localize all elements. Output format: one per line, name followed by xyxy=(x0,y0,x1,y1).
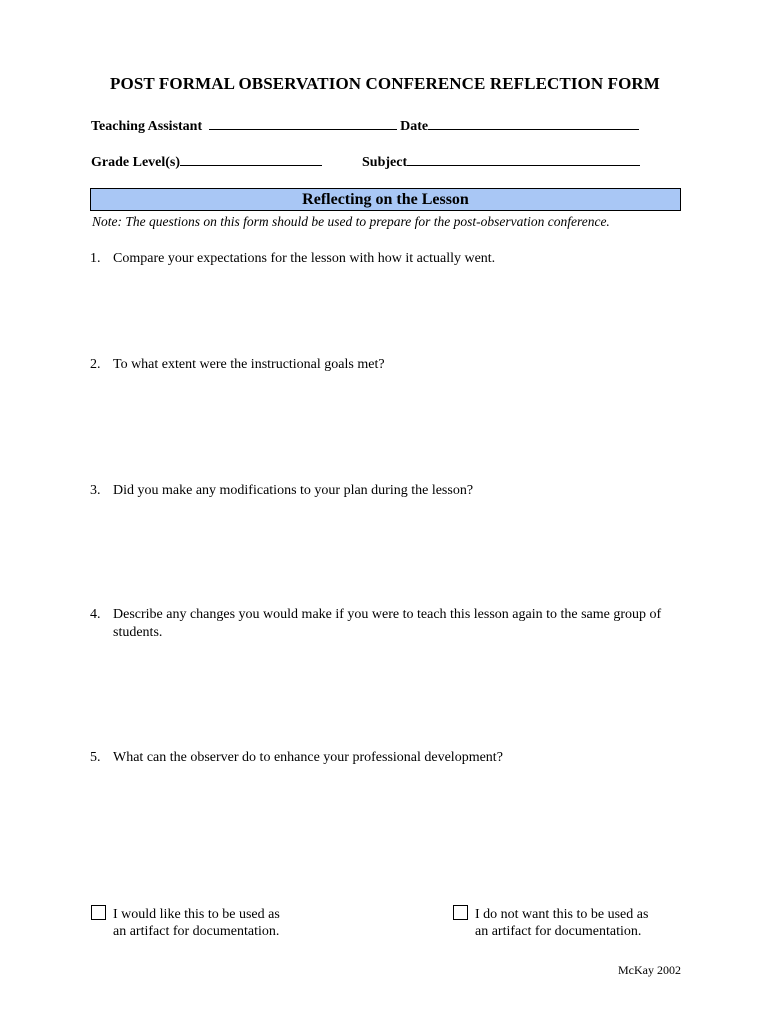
do-not-use-as-artifact-checkbox[interactable] xyxy=(453,905,468,920)
question-1 xyxy=(90,250,670,268)
use-as-artifact-checkbox[interactable] xyxy=(91,905,106,920)
question-number: 5. xyxy=(90,750,101,765)
question-number: 3. xyxy=(90,483,101,498)
question-number: 4. xyxy=(90,607,101,622)
question-2 xyxy=(90,356,670,374)
question-text: What can the observer do to enhance your professional development? xyxy=(113,750,503,765)
question-text: Compare your expectations for the lesson with how it actually went. xyxy=(113,251,496,266)
question-text: To what extent were the instructional goals met? xyxy=(113,357,385,372)
option-line: an artifact for documentation. xyxy=(475,924,642,939)
date-blank[interactable] xyxy=(428,117,639,130)
option-line: I would like this to be used as xyxy=(113,907,280,922)
section-heading: Reflecting on the Lesson xyxy=(90,188,681,211)
do-not-use-as-artifact-label xyxy=(475,906,648,940)
footer-credit: McKay 2002 xyxy=(618,963,681,977)
question-5 xyxy=(90,749,670,767)
form-title: POST FORMAL OBSERVATION CONFERENCE REFLECTION FORM xyxy=(110,74,660,93)
question-4 xyxy=(90,606,670,642)
grade-level-label: Grade Level(s) xyxy=(91,155,181,170)
question-3 xyxy=(90,482,670,500)
grade-level-blank[interactable] xyxy=(180,153,322,166)
teaching-assistant-blank[interactable] xyxy=(209,117,397,130)
question-text: Did you make any modifications to your plan during the lesson? xyxy=(113,483,474,498)
question-number: 1. xyxy=(90,251,101,266)
subject-row xyxy=(362,153,640,171)
grade-level-row xyxy=(91,153,322,171)
teaching-assistant-label: Teaching Assistant xyxy=(91,119,203,134)
question-text: Describe any changes you would make if you were to teach this lesson again to the same group of students. xyxy=(113,607,662,640)
date-label: Date xyxy=(400,119,429,134)
option-line: I do not want this to be used as xyxy=(475,907,649,922)
question-number: 2. xyxy=(90,357,101,372)
use-as-artifact-label xyxy=(113,906,280,940)
teaching-assistant-row xyxy=(91,117,639,135)
subject-blank[interactable] xyxy=(407,153,640,166)
option-line: an artifact for documentation. xyxy=(113,924,280,939)
instructions-note: Note: The questions on this form should be used to prepare for the post-observation conference. xyxy=(92,214,610,229)
subject-label: Subject xyxy=(362,155,408,170)
